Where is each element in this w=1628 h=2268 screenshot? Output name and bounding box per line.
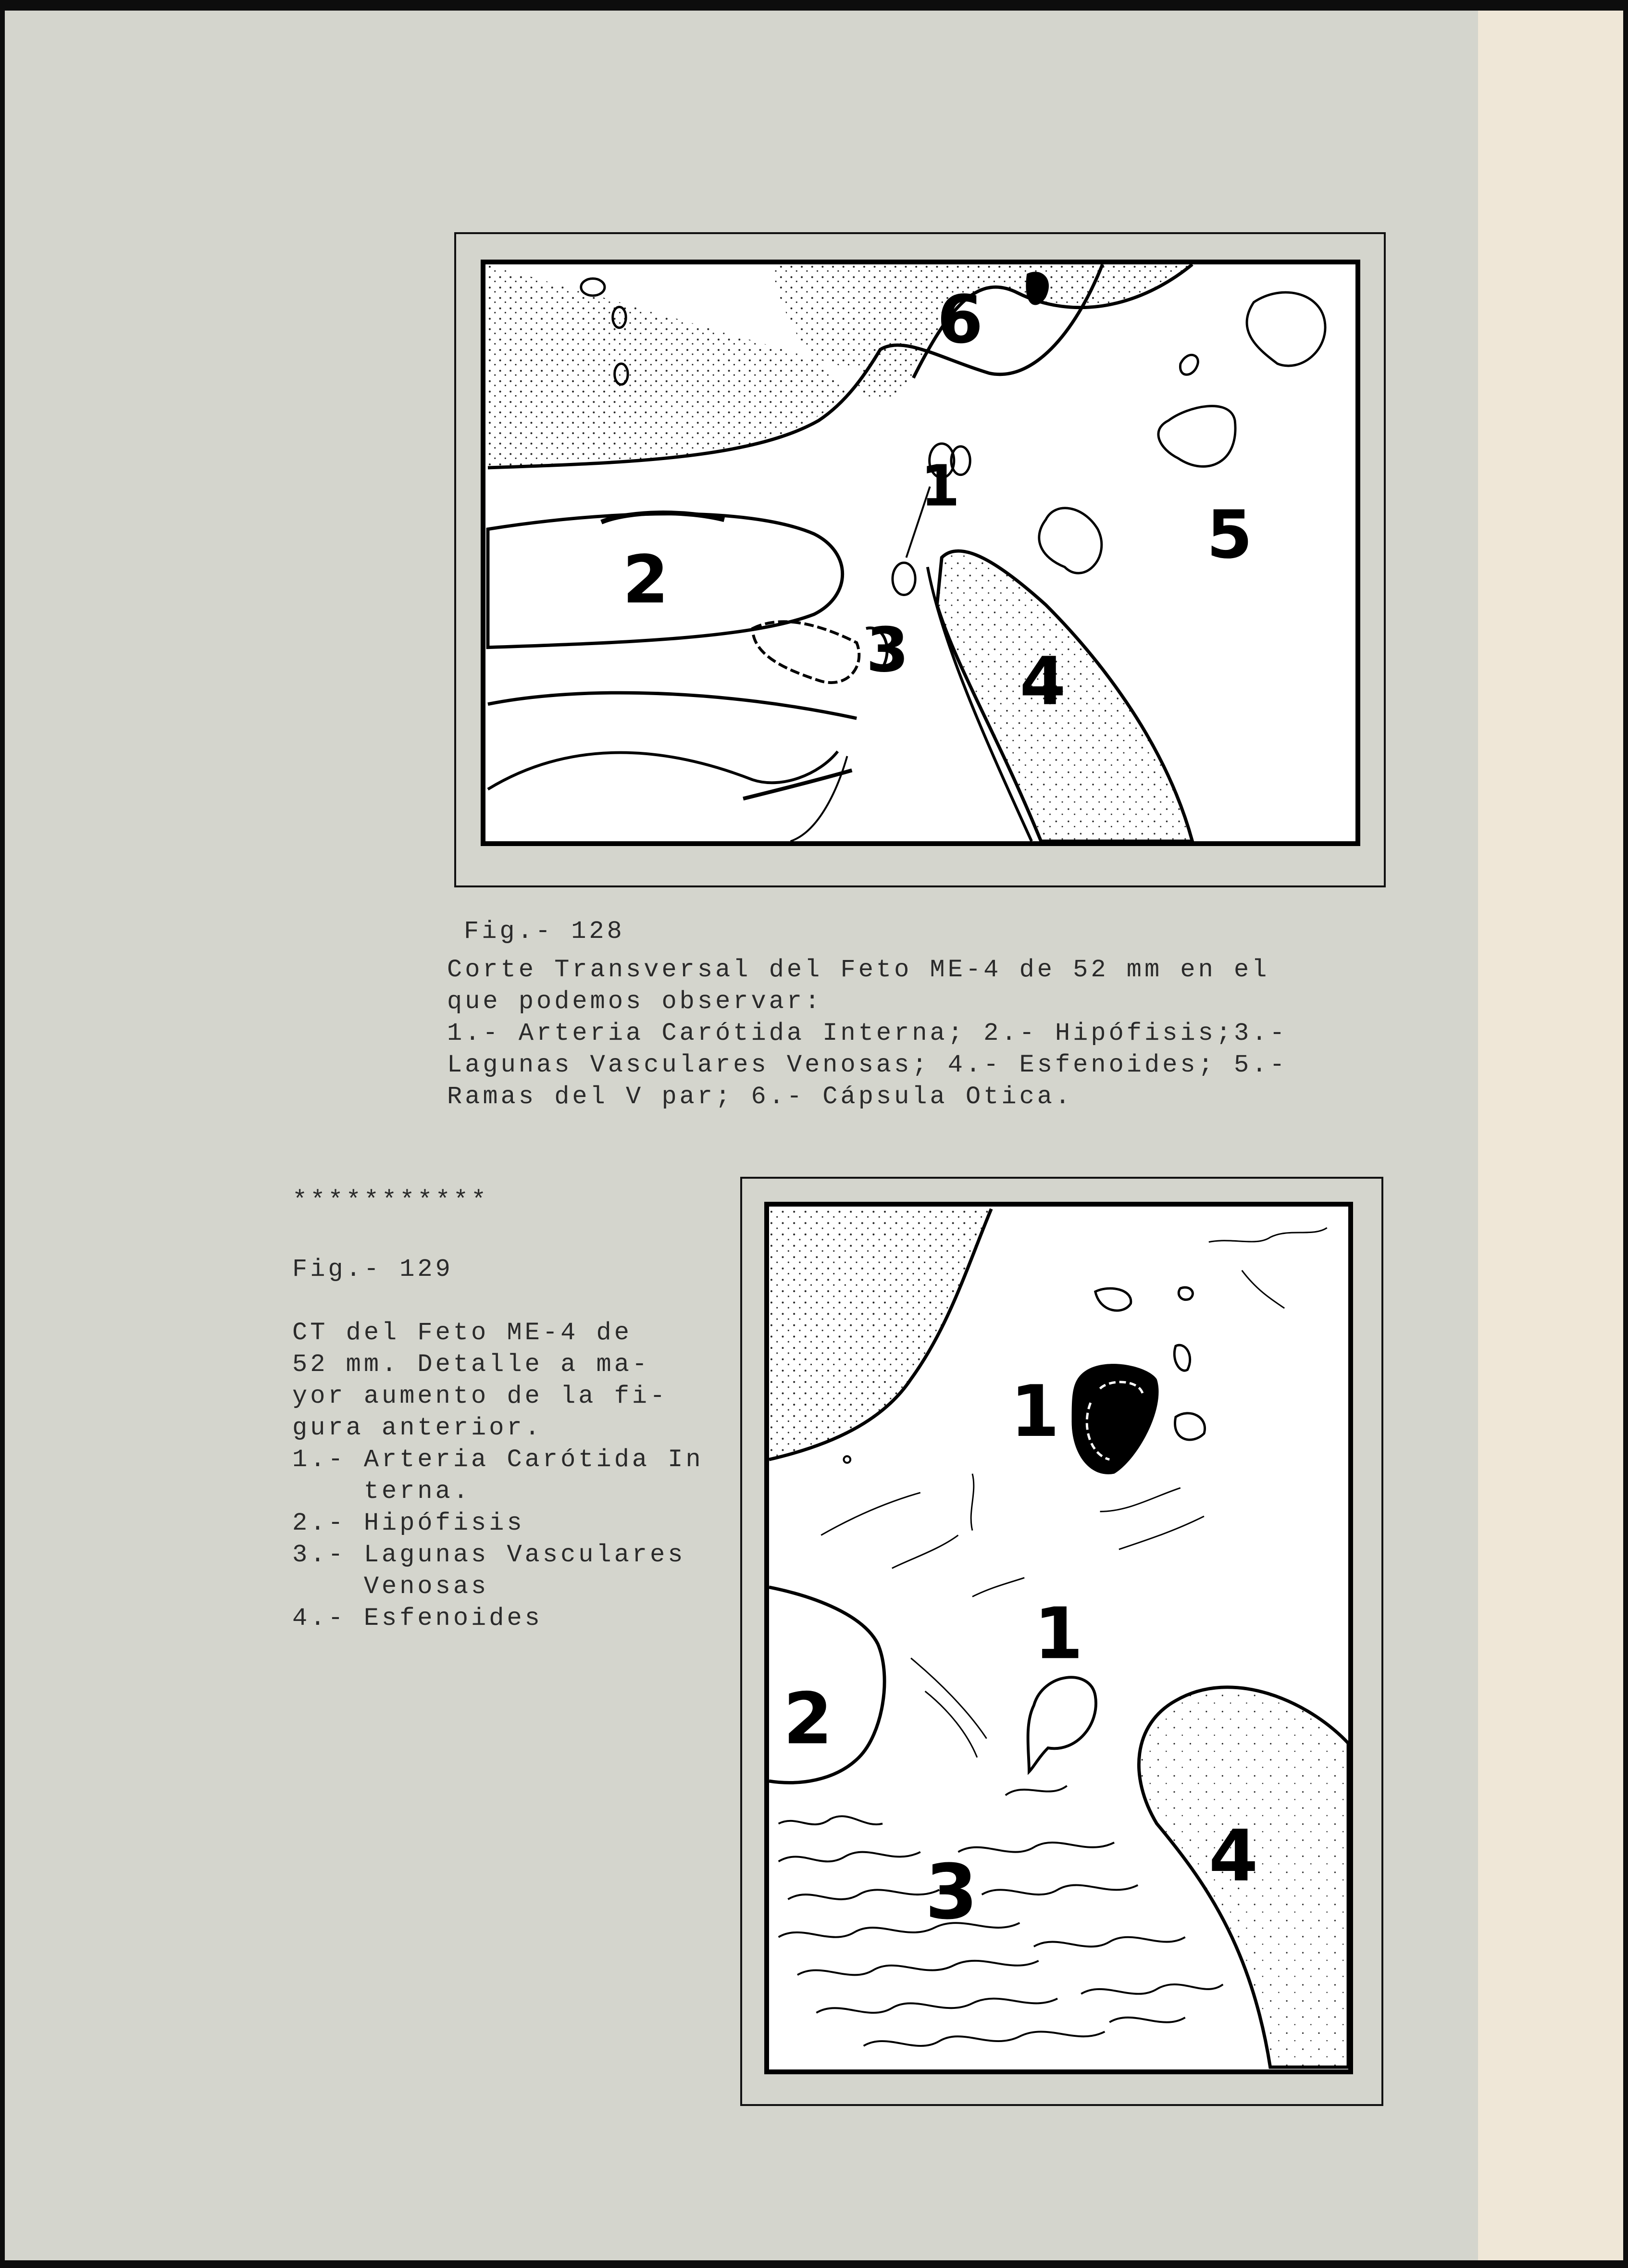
- separator-asterisks: ***********: [292, 1186, 489, 1215]
- fig129-label-1-lower: 1: [1033, 1592, 1083, 1675]
- fig128-caption-line-2: que podemos observar:: [447, 987, 823, 1016]
- fig129-caption-line-1: CT del Feto ME-4 de: [292, 1319, 632, 1347]
- fig128-caption-line-1: Corte Transversal del Feto ME-4 de 52 mm en el: [447, 956, 1270, 984]
- fig129-caption-line-5: 1.- Arteria Carótida In: [292, 1446, 704, 1474]
- fig128-label-4: 4: [1019, 643, 1066, 720]
- fig129-caption-line-2: 52 mm. Detalle a ma-: [292, 1350, 650, 1379]
- figure-128-drawing: [481, 260, 1360, 846]
- fig129-caption-line-3: yor aumento de la fi-: [292, 1382, 668, 1410]
- fig129-caption-line-9: Venosas: [292, 1572, 489, 1601]
- fig128-label-6: 6: [937, 281, 983, 359]
- fig128-label: Fig.- 128: [464, 917, 625, 946]
- fig129-caption-line-7: 2.- Hipófisis: [292, 1509, 525, 1537]
- fig128-caption-line-4: Lagunas Vasculares Venosas; 4.- Esfenoides; 5.-: [447, 1051, 1288, 1079]
- fig128-label-3: 3: [866, 614, 909, 686]
- fig129-label: Fig.- 129: [292, 1255, 453, 1284]
- figure-129-svg: [769, 1207, 1348, 2069]
- figure-128-svg: [485, 264, 1355, 841]
- fig129-label-4: 4: [1208, 1814, 1258, 1897]
- fig128-label-1: 1: [920, 452, 960, 519]
- fig129-caption-line-10: 4.- Esfenoides: [292, 1604, 543, 1632]
- fig129-label-2: 2: [783, 1677, 833, 1760]
- fig129-caption-line-6: terna.: [292, 1477, 472, 1506]
- back-page-edge: [1478, 11, 1623, 2260]
- figure-129-drawing: [764, 1202, 1353, 2074]
- fig129-caption-line-4: gura anterior.: [292, 1414, 543, 1442]
- fig128-caption-line-3: 1.- Arteria Carótida Interna; 2.- Hipófisis;3.-: [447, 1019, 1288, 1047]
- fig128-label-2: 2: [622, 541, 669, 619]
- fig129-label-1-upper: 1: [1010, 1370, 1060, 1453]
- fig129-caption-line-8: 3.- Lagunas Vasculares: [292, 1541, 686, 1569]
- fig128-caption-line-5: Ramas del V par; 6.- Cápsula Otica.: [447, 1083, 1073, 1111]
- fig128-label-5: 5: [1206, 496, 1253, 573]
- fig129-label-3: 3: [925, 1848, 978, 1937]
